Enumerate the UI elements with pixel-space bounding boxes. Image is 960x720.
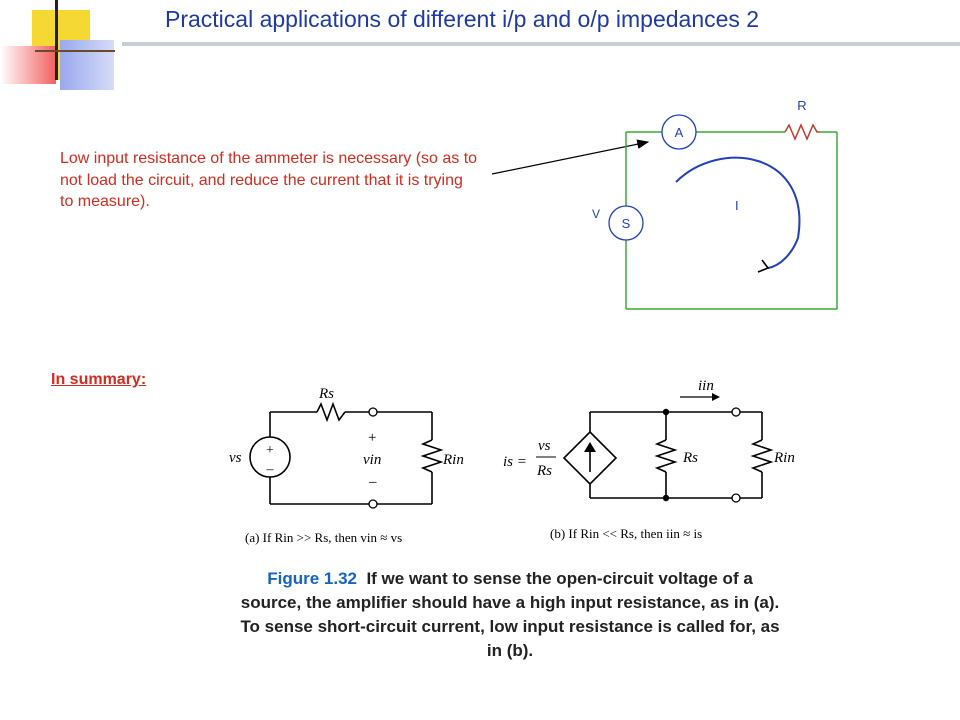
svg-text:–: – [266, 462, 274, 477]
fig-a-minus: – [369, 474, 377, 490]
page-title: Practical applications of different i/p and o/p impedances 2 [165, 6, 760, 32]
corner-vertical-line [55, 0, 58, 80]
fig-b-eq-num: vs [538, 438, 551, 454]
figure-caption-text: If we want to sense the open-circuit voltage of a source, the amplifier should have a high input resistance, as in (a). To sense short-circuit current, low input resistance is called for, as in (b). [240, 569, 780, 660]
fig-b-current-label: iin [698, 378, 714, 394]
fig-a-plus: + [368, 430, 377, 446]
fig-b-eq-lhs: is = [503, 454, 527, 470]
current-arrow-head [758, 260, 768, 272]
figure-caption [240, 567, 780, 663]
voltage-label: V [592, 207, 601, 221]
source-symbol [609, 206, 643, 240]
fig-a-vin-label: vin [363, 452, 382, 468]
corner-blue-block [60, 40, 114, 90]
resistor-label: R [797, 98, 807, 113]
corner-decoration [0, 0, 120, 100]
summary-label: In summary: [51, 371, 147, 388]
figure-b-circuit [500, 372, 810, 554]
current-label: I [735, 198, 739, 213]
fig-a-source-label: vs [229, 450, 242, 466]
title-underline [122, 42, 960, 46]
figure-number: Figure 1.32 [267, 569, 357, 588]
fig-b-shunt-label: Rs [683, 450, 698, 466]
ammeter-circuit [580, 90, 870, 320]
fig-a-load-label: Rin [443, 452, 464, 468]
fig-b-condition: (b) If Rin << Rs, then iin ≈ is [550, 526, 703, 541]
fig-b-load-label: Rin [774, 450, 795, 466]
source-label: S [621, 216, 631, 231]
ammeter-note: Low input resistance of the ammeter is necessary (so as to not load the circuit, and reduce the current that it is trying to measure). [60, 150, 478, 210]
resistor-symbol [785, 125, 820, 139]
fig-b-eq-den: Rs [537, 463, 552, 479]
fig-a-condition: (a) If Rin >> Rs, then vin ≈ vs [245, 530, 403, 545]
ammeter-symbol [662, 115, 696, 149]
svg-text:+: + [266, 443, 274, 458]
figure-a-circuit [225, 382, 475, 554]
fig-a-series-label: Rs [319, 386, 334, 402]
corner-horizontal-line [35, 50, 115, 52]
ammeter-label: A [674, 125, 684, 140]
